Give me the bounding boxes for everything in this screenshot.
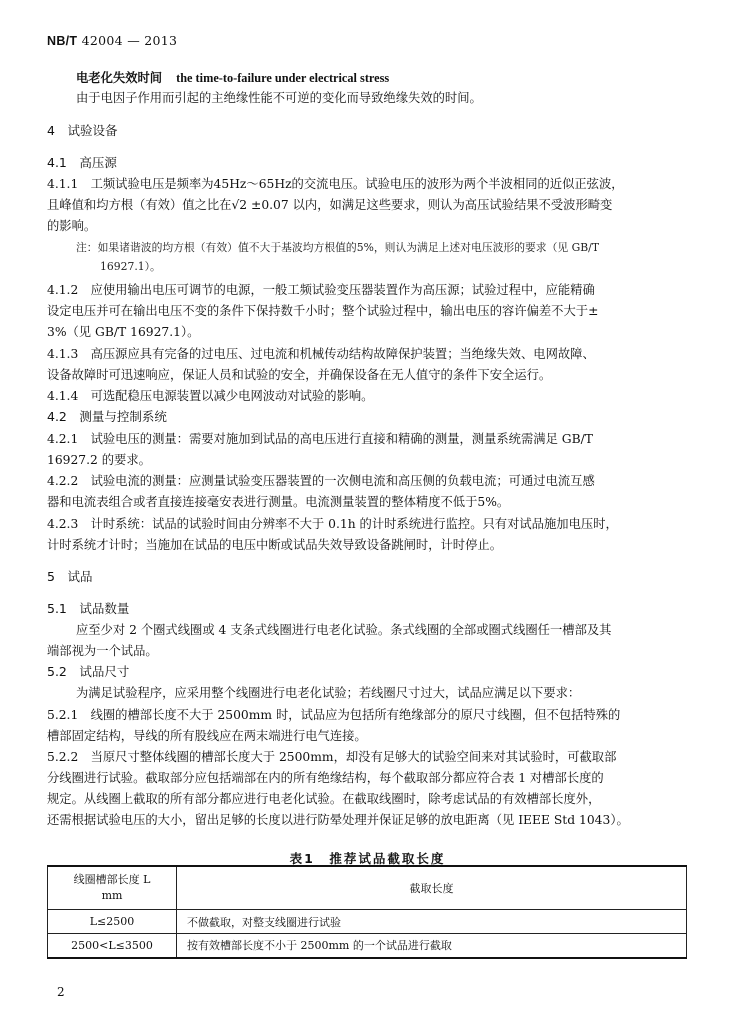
table-cell-cut: 不做截取，对整支线圈进行试验 <box>177 910 687 934</box>
clause-5-1-line-1: 应至少对 2 个圈式线圈或 4 支条式线圈进行电老化试验。条式线圈的全部或圈式线圈任一槽部及其 <box>76 623 612 637</box>
term-en: the time-to-failure under electrical stress <box>176 71 390 85</box>
clause-5-2-2-line-3: 规定。从线圈上截取的所有部分都应进行电老化试验。在截取线圈时，除考虑试品的有效槽部长度外， <box>47 792 601 806</box>
section-4-1-title: 4.1 高压源 <box>47 155 117 170</box>
term-definition: 由于电因子作用而引起的主绝缘性能不可逆的变化而导致绝缘失效的时间。 <box>76 91 482 105</box>
section-5-1-title: 5.1 试品数量 <box>47 601 130 616</box>
table-header-slot-length-unit: mm <box>101 889 123 902</box>
table-header-row <box>48 866 687 910</box>
table-1-caption: 表1 推荐试品截取长度 <box>289 851 446 866</box>
table-cell-length: L≤2500 <box>48 910 177 934</box>
clause-4-1-1-line-2: 且峰值和均方根（有效）值之比在√2 ±0.07 以内，如满足这些要求，则认为高压试验结果不受波形畸变 <box>47 198 613 212</box>
clause-4-1-1-line-1: 4.1.1 工频试验电压是频率为45Hz～65Hz的交流电压。试验电压的波形为两个半波相同的近似正弦波， <box>47 177 624 191</box>
table-row <box>48 934 687 958</box>
standard-number: 42004 — 2013 <box>81 33 178 48</box>
section-5-2-title: 5.2 试品尺寸 <box>47 664 130 679</box>
section-4-2-title: 4.2 测量与控制系统 <box>47 409 167 424</box>
table-header-slot-length <box>48 866 177 910</box>
clause-5-2-2-line-4: 还需根据试验电压的大小，留出足够的长度以进行防晕处理并保证足够的放电距离（见 IEEE Std 1043）。 <box>47 813 629 827</box>
clause-5-1-line-2: 端部视为一个试品。 <box>47 644 158 658</box>
page-number: 2 <box>57 985 65 999</box>
table-cell-length: 2500<L≤3500 <box>48 934 177 958</box>
clause-4-1-4-line-1: 4.1.4 可选配稳压电源装置以减少电网波动对试验的影响。 <box>47 389 374 403</box>
table-cell-cut: 按有效槽部长度不小于 2500mm 的一个试品进行截取 <box>177 934 687 958</box>
clause-4-1-3-line-1: 4.1.3 高压源应具有完备的过电压、过电流和机械传动结构故障保护装置；当绝缘失效、电网故障、 <box>47 347 595 361</box>
table-header-cut-length: 截取长度 <box>177 866 687 910</box>
note-line-2: 16927.1）。 <box>100 260 161 273</box>
clause-5-2-1-line-2: 槽部固定结构，导线的所有股线应在两末端进行电气连接。 <box>47 729 367 743</box>
standard-prefix: NB/T <box>47 34 78 48</box>
page-header <box>47 33 177 48</box>
table-row <box>48 910 687 934</box>
note-line-1: 注：如果诸谐波的均方根（有效）值不大于基波均方根值的5%，则认为满足上述对电压波形的要求（见 GB/T <box>76 241 600 254</box>
clause-4-1-2-line-2: 设定电压并可在输出电压不变的条件下保持数千小时；整个试验过程中，输出电压的容许偏差不大于± <box>47 304 599 318</box>
clause-4-2-3-line-2: 计时系统才计时；当施加在试品的电压中断或试品失效导致设备跳闸时，计时停止。 <box>47 538 502 552</box>
term-heading <box>76 68 692 88</box>
clause-4-2-1-line-1: 4.2.1 试验电压的测量：需要对施加到试品的高电压进行直接和精确的测量，测量系统需满足 GB/T <box>47 432 593 446</box>
clause-4-2-2-line-2: 器和电流表组合或者直接连接毫安表进行测量。电流测量装置的整体精度不低于5%。 <box>47 495 510 509</box>
clause-4-1-2-line-1: 4.1.2 应使用输出电压可调节的电源，一般工频试验变压器装置作为高压源；试验过程中，应能精确 <box>47 283 595 297</box>
clause-5-2-2-line-1: 5.2.2 当原尺寸整体线圈的槽部长度大于 2500mm，却没有足够大的试验空间来对其试验时，可截取部 <box>47 750 617 764</box>
clause-4-2-2-line-1: 4.2.2 试验电流的测量：应测量试验变压器装置的一次侧电流和高压侧的负载电流；可通过电流互感 <box>47 474 595 488</box>
section-4-title: 4 试验设备 <box>47 123 118 138</box>
clause-4-1-1-line-3: 的影响。 <box>47 219 97 233</box>
clause-4-2-3-line-1: 4.2.3 计时系统：试品的试验时间由分辨率不大于 0.1h 的计时系统进行监控。只有对试品施加电压时， <box>47 517 618 531</box>
table-1 <box>47 865 687 959</box>
clause-4-1-3-line-2: 设备故障时可迅速响应，保证人员和试验的安全，并确保设备在无人值守的条件下安全运行。 <box>47 368 552 382</box>
term-zh: 电老化失效时间 <box>76 71 163 85</box>
clause-5-2-intro: 为满足试验程序，应采用整个线圈进行电老化试验；若线圈尺寸过大，试品应满足以下要求： <box>76 686 581 700</box>
clause-5-2-1-line-1: 5.2.1 线圈的槽部长度不大于 2500mm 时，试品应为包括所有绝缘部分的原尺寸线圈，但不包括特殊的 <box>47 708 621 722</box>
clause-5-2-2-line-2: 分线圈进行试验。截取部分应包括端部在内的所有绝缘结构，每个截取部分都应符合表 1 对槽部长度的 <box>47 771 604 785</box>
table-header-slot-length-line-1: 线圈槽部长度 L <box>73 873 151 886</box>
clause-4-1-2-line-3: 3%（见 GB/T 16927.1）。 <box>47 325 200 339</box>
section-5-title: 5 试品 <box>47 569 93 584</box>
clause-4-2-1-line-2: 16927.2 的要求。 <box>47 453 151 467</box>
